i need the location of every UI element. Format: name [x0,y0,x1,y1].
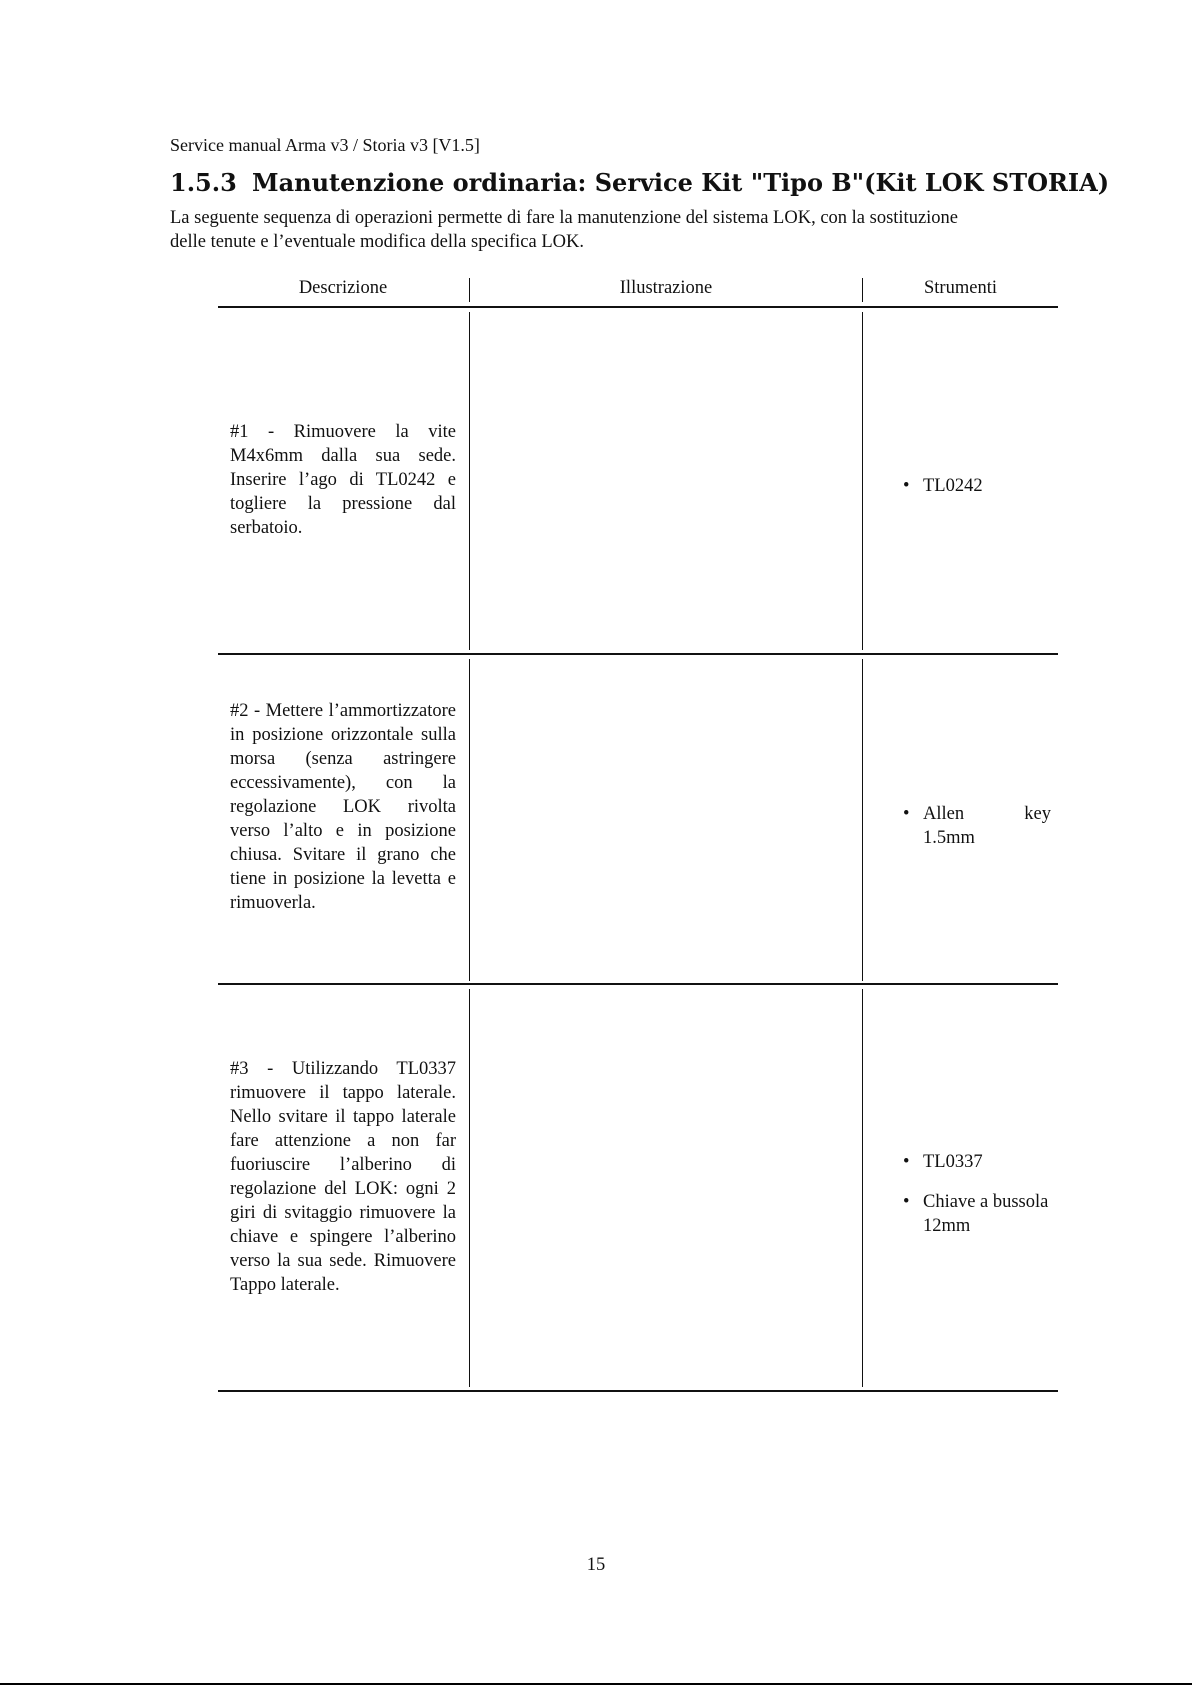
bullet-icon: • [903,476,910,496]
row1-description: #1 - Rimuovere la vite M4x6mm dalla sua sede. Inserire l’ago di TL0242 e togliere la pressione dal serbatoio. [230,422,456,538]
row1-divider-2 [862,312,863,650]
row2-description: #2 - Mettere l’ammortizzatore in posizione orizzontale sulla morsa (senza astringere eccessivamente), con la regolazione LOK rivolta verso l’alto e in posizione chiusa. Svitare il grano che tiene in posizione la levetta e rimuoverla. [230,701,456,913]
row2-rule [218,983,1058,985]
row1-illustration [470,314,855,648]
bullet-icon: • [903,804,910,824]
row3-illustration [470,991,855,1385]
row1-tools [903,474,1051,514]
section-heading [170,168,1109,198]
list-item [903,802,1051,850]
running-header: Service manual Arma v3 / Storia v3 [V1.5] [170,135,480,155]
header-tools: Strumenti [924,278,997,298]
header-divider-1 [469,278,470,302]
bullet-icon: • [903,1192,910,1212]
tool-label: Allen key 1.5mm [923,804,1051,848]
row3-divider-2 [862,989,863,1387]
page-number: 15 [586,1555,606,1575]
tool-label: Chiave a bussola 12mm [923,1192,1049,1236]
intro-paragraph [170,206,1110,254]
header-description: Descrizione [298,278,388,298]
tool-label: TL0242 [923,476,983,496]
intro-line-1: La seguente sequenza di operazioni permette di fare la manutenzione del sistema LOK, con la sostituzione [170,208,959,228]
row2-divider-2 [862,659,863,981]
intro-line-2: delle tenute e l’eventuale modifica della specifica LOK. [170,232,585,252]
row1-rule [218,653,1058,655]
bullet-icon: • [903,1152,910,1172]
row2-illustration [470,661,855,979]
section-number: 1.5.3 [170,168,237,197]
row3-rule [218,1390,1058,1392]
header-divider-2 [862,278,863,302]
row3-description: #3 - Utilizzando TL0337 rimuovere il tappo laterale. Nello svitare il tappo laterale fare attenzione a non far fuoriuscire l’alberino di regolazione del LOK: ogni 2 giri di svitaggio rimuovere la chiave e spingere l’alberino verso la sua sede. Rimuovere Tappo laterale. [230,1059,456,1295]
list-item [903,1190,1051,1238]
section-title: Manutenzione ordinaria: Service Kit "Tipo B"(Kit LOK STORIA) [252,168,1110,197]
row3-tools [903,1150,1051,1254]
list-item [903,474,1051,498]
header-illustration: Illustrazione [619,278,713,298]
list-item [903,1150,1051,1174]
header-rule [218,306,1058,308]
tool-label: TL0337 [923,1152,983,1172]
row2-tools [903,802,1051,866]
